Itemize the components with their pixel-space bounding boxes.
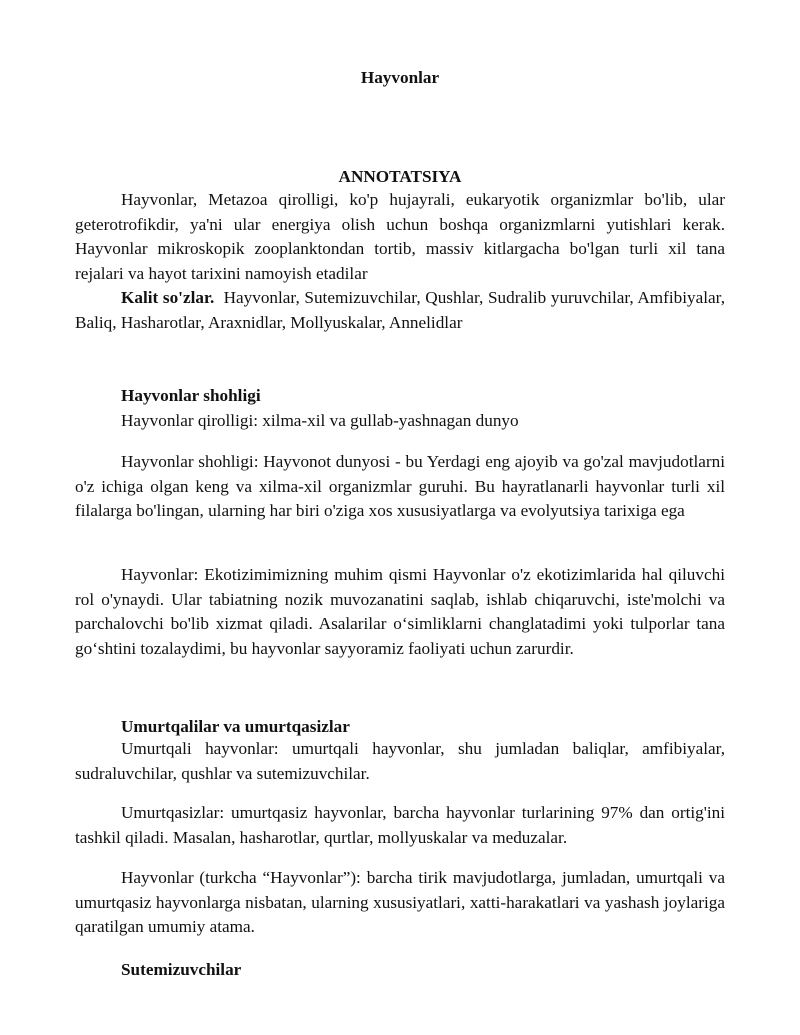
keywords-text: Hayvonlar, Sutemizuvchilar, Qushlar, Sudralib yuruvchilar, Amfibiyalar, Baliq, Hasharotlar, Araxnidlar, Mollyuskalar, Annelidlar	[75, 288, 725, 332]
keywords-paragraph	[75, 286, 725, 335]
section-heading-mammals: Sutemizuvchilar	[121, 960, 242, 979]
paragraph-text: Hayvonlar shohligi: Hayvonot dunyosi - bu Yerdagi eng ajoyib va go'zal mavjudotlarni o'z ichiga olgan keng va xilma-xil organizmlar guruhi. Bu hayratlanarli hayvonlar turli xil filalarga bo'lingan, ularning har biri o'ziga xos xususiyatlarga va evolyutsiya tarixiga ega	[75, 452, 725, 520]
paragraph-text: Umurtqasizlar: umurtqasiz hayvonlar, barcha hayvonlar turlarining 97% dan ortig'ini tashkil qiladi. Masalan, hasharotlar, qurtlar, mollyuskalar va meduzalar.	[75, 803, 725, 847]
paragraph-text: Hayvonlar: Ekotizimimizning muhim qismi Hayvonlar o'z ekotizimlarida hal qiluvchi rol o'ynaydi. Ular tabiatning nozik muvozanatini saqlab, ishlab chiqaruvchi, iste'molchi va parchalovchi bo'lib xizmat qiladi. Asalarilar o‘simliklarni changlatadimi yoki tulporlar tana go‘shtini tozalaydimi, bu hayvonlar sayyoramiz faoliyati uchun zarurdir.	[75, 565, 725, 658]
paragraph-kingdom-2	[75, 563, 725, 661]
document-title: Hayvonlar	[360, 68, 440, 87]
keywords-label: Kalit so'zlar.	[121, 288, 215, 307]
annotation-text: Hayvonlar, Metazoa qirolligi, ko'p hujayrali, eukaryotik organizmlar bo'lib, ular geterotrofikdir, ya'ni ular energiya olish uchun boshqa organizmlarni yutishlari kerak. Hayvonlar mikroskopik zooplanktondan tortib, massiv kitlargacha bo'lgan turli xil tana rejalari va hayot tarixini namoyish etadilar	[75, 190, 725, 283]
section-subtitle-kingdom: Hayvonlar qirolligi: xilma-xil va gullab-yashnagan dunyo	[121, 410, 519, 430]
paragraph-vertebrates-1	[75, 737, 725, 786]
paragraph-kingdom-1	[75, 450, 725, 524]
section-kingdom	[75, 384, 725, 433]
annotation-heading: ANNOTATSIYA	[338, 167, 462, 186]
paragraph-text: Hayvonlar (turkcha “Hayvonlar”): barcha tirik mavjudotlarga, jumladan, umurtqali va umurtqasiz hayvonlarga nisbatan, ularning xususiyatlari, xatti-harakatlari va yashash joylariga qaratilgan umumiy atama.	[75, 868, 725, 936]
annotation-block	[75, 188, 725, 335]
section-vertebrates	[75, 715, 725, 740]
paragraph-vertebrates-3	[75, 866, 725, 940]
section-mammals	[75, 958, 725, 983]
section-heading-vertebrates: Umurtqalilar va umurtqasizlar	[121, 717, 350, 736]
paragraph-text: Umurtqali hayvonlar: umurtqali hayvonlar, shu jumladan baliqlar, amfibiyalar, sudraluvchilar, qushlar va sutemizuvchilar.	[75, 739, 725, 783]
paragraph-vertebrates-2	[75, 801, 725, 850]
section-heading-kingdom: Hayvonlar shohligi	[121, 386, 261, 405]
